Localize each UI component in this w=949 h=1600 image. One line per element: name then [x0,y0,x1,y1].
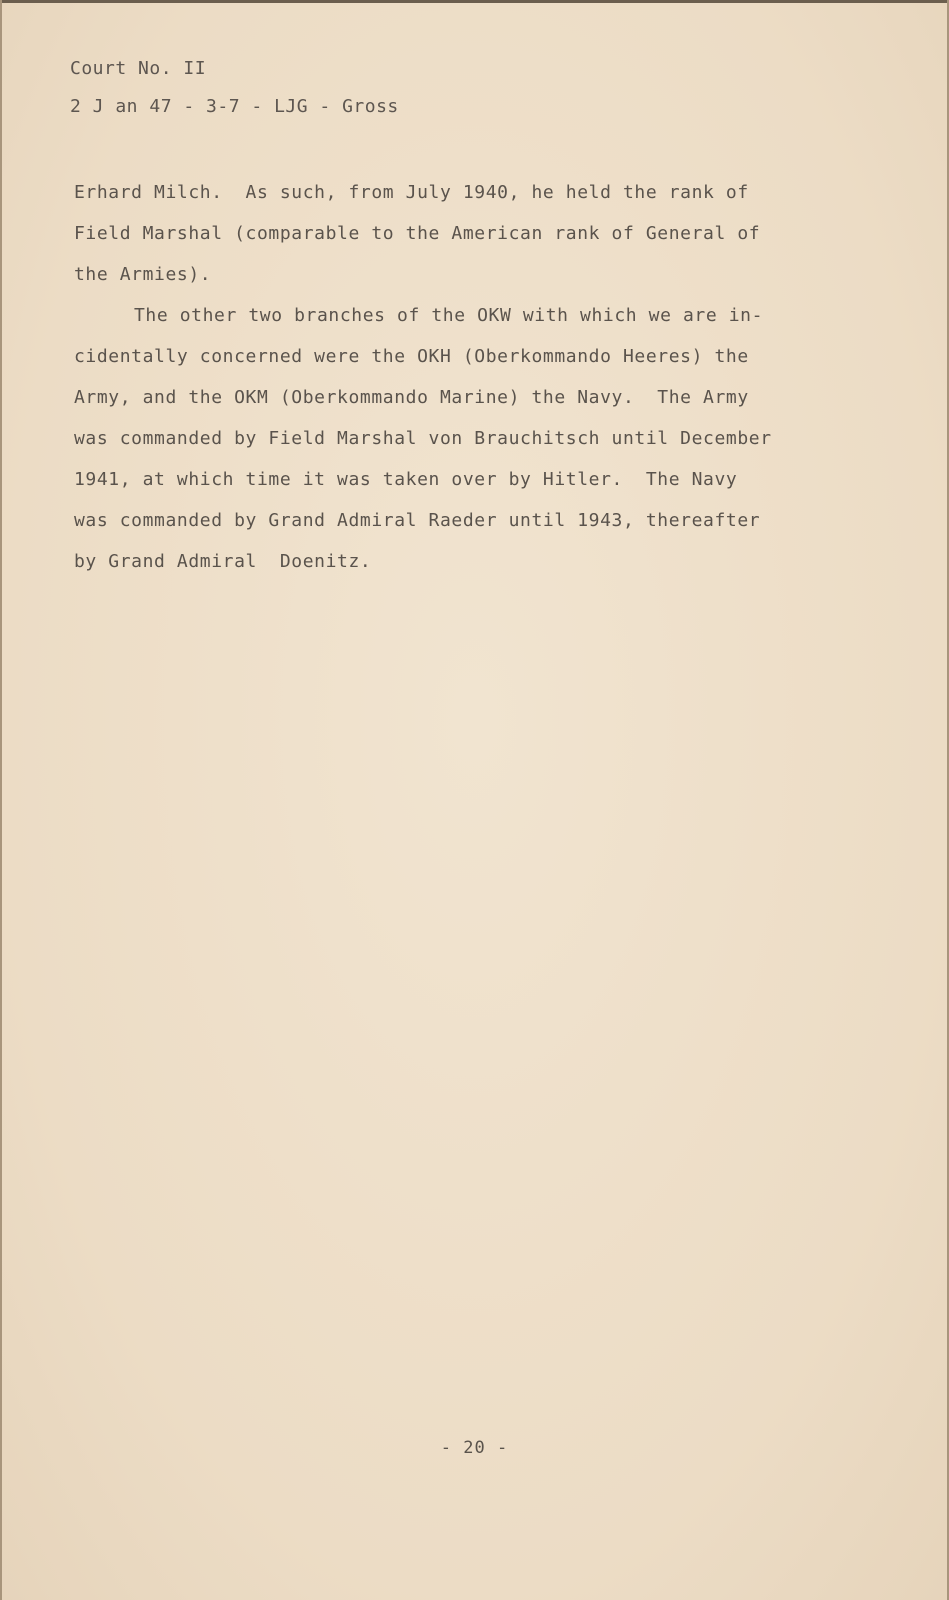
text-line: cidentally concerned were the OKH (Oberkommando Heeres) the [74,346,749,367]
text-line: by Grand Admiral Doenitz. [74,551,372,572]
text-line: Field Marshal (comparable to the American rank of General of [74,223,761,244]
text-line: 1941, at which time it was taken over by Hitler. The Navy [74,469,738,490]
text-line: was commanded by Field Marshal von Brauchitsch until December [74,428,772,449]
text-line: the Armies). [74,264,212,285]
page-top-edge [0,0,949,3]
court-header: Court No. II [70,58,207,79]
paragraph-start-line: The other two branches of the OKW with which we are in- [134,305,764,326]
page-number: - 20 - [440,1438,509,1458]
page-left-edge [0,0,2,1600]
text-line: Army, and the OKM (Oberkommando Marine) the Navy. The Army [74,387,749,408]
body-text [74,172,854,582]
text-line: was commanded by Grand Admiral Raeder until 1943, thereafter [74,510,761,531]
text-line: Erhard Milch. As such, from July 1940, he held the rank of [74,182,749,203]
session-header: 2 J an 47 - 3-7 - LJG - Gross [70,96,399,117]
